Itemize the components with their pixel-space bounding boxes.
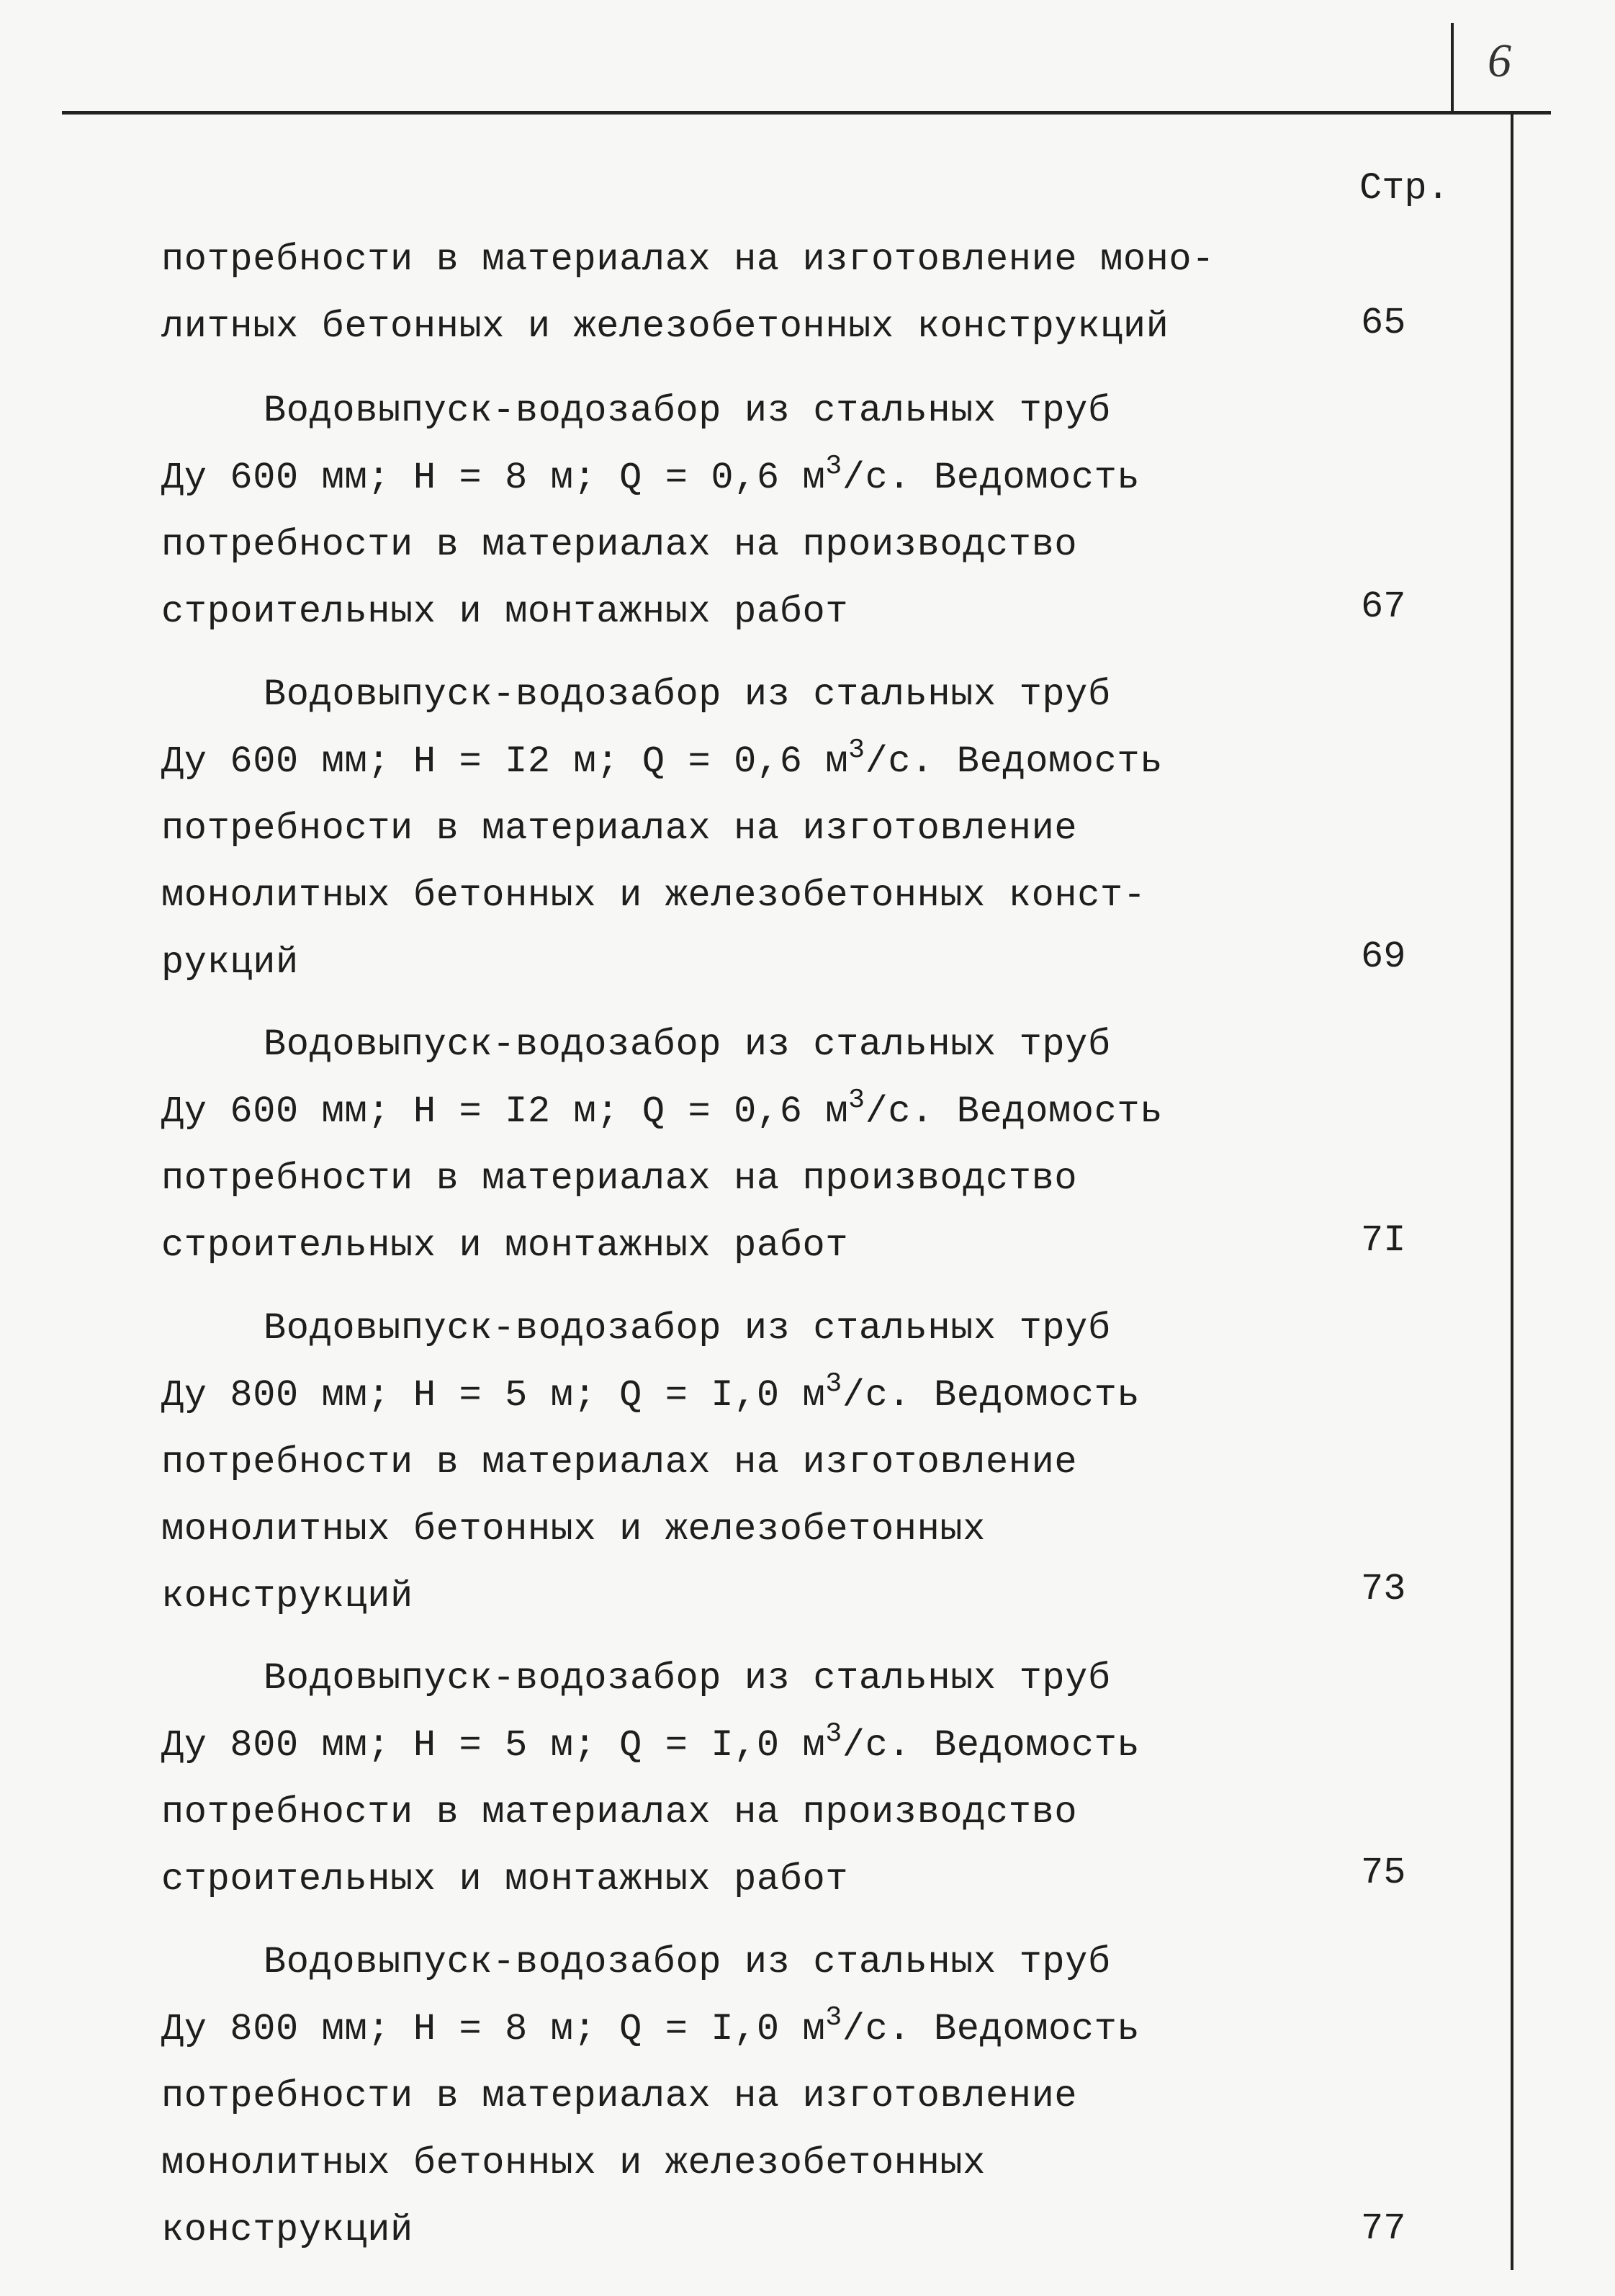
entry-text-line: потребности в материалах на изготовление [161,1441,1078,1484]
toc-entry [161,1011,1436,1279]
entry-page-number: 77 [1361,2207,1406,2250]
page-column-header: Стр. [1359,167,1449,210]
entry-page-number: 7I [1361,1219,1406,1262]
entry-text-line: строительных и монтажных работ [161,1224,849,1267]
entry-text-line: конструкций [161,2209,413,2251]
entry-title: Водовыпуск-водозабор из стальных труб [264,1307,1111,1350]
entry-params: Ду 800 мм; Н = 5 м; Q = I,0 $м^3/с$. Ведомость [161,1718,1141,1767]
entry-text-line: потребности в материалах на производство [161,524,1078,566]
entry-text-line: потребности в материалах на изготовление моно- [161,238,1215,281]
entry-page-number: 65 [1361,302,1406,344]
header-rule [62,111,1551,115]
entry-title: Водовыпуск-водозабор из стальных труб [264,673,1111,716]
toc-entry [161,377,1436,645]
entry-text-line: строительных и монтажных работ [161,1858,849,1901]
entry-text-line: монолитных бетонных и железобетонных конст- [161,874,1146,917]
entry-text-line: потребности в материалах на производство [161,1791,1078,1834]
toc-entry [161,226,1436,360]
toc-entry [161,1295,1436,1630]
toc-entry [161,661,1436,996]
toc-entry [161,1645,1436,1913]
page-number-divider [1451,23,1454,112]
entry-params: Ду 800 мм; Н = 8 м; Q = I,0 $м^3/с$. Ведомость [161,2002,1141,2050]
entry-text-line: литных бетонных и железобетонных конструкций [161,305,1169,348]
entry-text-line: потребности в материалах на изготовление [161,2075,1078,2117]
entry-title: Водовыпуск-водозабор из стальных труб [264,1657,1111,1700]
entry-title: Водовыпуск-водозабор из стальных труб [264,1023,1111,1066]
entry-params: Ду 600 мм; Н = I2 м; Q = 0,6 $м^3/с$. Ведомость [161,1085,1164,1133]
right-margin-rule [1511,111,1513,2270]
entry-title: Водовыпуск-водозабор из стальных труб [264,390,1111,432]
page-number: 6 [1488,35,1511,87]
toc-entry [161,1929,1436,2264]
entry-page-number: 73 [1361,1568,1406,1610]
entry-title: Водовыпуск-водозабор из стальных труб [264,1941,1111,1983]
entry-text-line: потребности в материалах на изготовление [161,807,1078,850]
entry-params: Ду 800 мм; Н = 5 м; Q = I,0 $м^3/с$. Ведомость [161,1368,1141,1417]
entry-text-line: монолитных бетонных и железобетонных [161,1508,986,1551]
entry-text-line: рукций [161,941,299,984]
entry-text-line: строительных и монтажных работ [161,591,849,633]
entry-page-number: 67 [1361,586,1406,628]
entry-params: Ду 600 мм; Н = I2 м; Q = 0,6 $м^3/с$. Ведомость [161,735,1164,783]
entry-text-line: конструкций [161,1575,413,1618]
entry-text-line: монолитных бетонных и железобетонных [161,2142,986,2184]
entry-page-number: 75 [1361,1852,1406,1894]
entry-text-line: потребности в материалах на производство [161,1157,1078,1200]
entry-page-number: 69 [1361,936,1406,978]
entry-params: Ду 600 мм; Н = 8 м; Q = 0,6 $м^3/с$. Ведомость [161,451,1141,499]
